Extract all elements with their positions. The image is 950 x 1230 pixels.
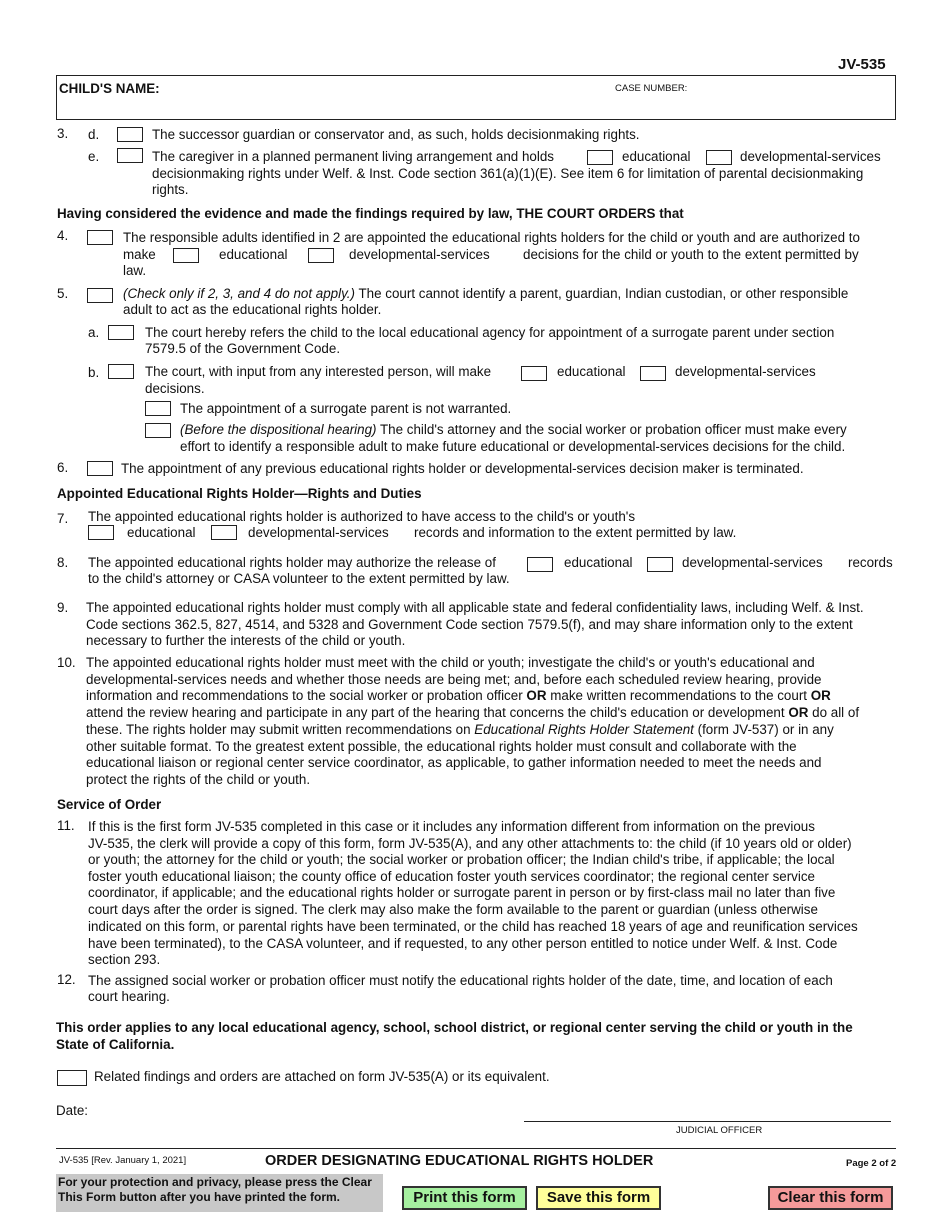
privacy-line: For your protection and privacy, please press the Clear bbox=[58, 1175, 372, 1189]
or-keyword: OR bbox=[810, 688, 831, 703]
page-number: Page 2 of 2 bbox=[846, 1158, 897, 1169]
option-label: educational bbox=[564, 555, 633, 570]
item5b-sub-text: effort to identify a responsible adult to make future educational or developmental-services decisions for the child. bbox=[180, 439, 846, 454]
checkbox-5b-educational[interactable] bbox=[521, 366, 547, 381]
checkbox-3d[interactable] bbox=[117, 127, 143, 142]
item4-text: decisions for the child or youth to the extent permitted by bbox=[523, 247, 859, 262]
checkbox-3e[interactable] bbox=[117, 148, 143, 163]
item-number: 5. bbox=[57, 286, 69, 301]
rights-heading: Appointed Educational Rights Holder—Rights and Duties bbox=[57, 486, 422, 501]
item8-text: to the child's attorney or CASA volunteer to the extent permitted by law. bbox=[88, 571, 510, 586]
item-number: 4. bbox=[57, 228, 69, 243]
item-letter: e. bbox=[88, 149, 100, 164]
service-heading: Service of Order bbox=[57, 797, 162, 812]
item6-text: The appointment of any previous educational rights holder or developmental-services decision maker is terminated. bbox=[121, 461, 804, 476]
item4-text: law. bbox=[123, 263, 147, 278]
item5a-text: 7579.5 of the Government Code. bbox=[145, 341, 341, 356]
court-orders-heading: Having considered the evidence and made the findings required by law, THE COURT ORDERS that bbox=[57, 206, 684, 221]
signature-line bbox=[524, 1121, 891, 1122]
checkbox-6[interactable] bbox=[87, 461, 113, 476]
clear-form-button[interactable]: Clear this form bbox=[768, 1186, 893, 1210]
item10-text bbox=[86, 688, 831, 705]
item10-part: do all of bbox=[812, 705, 860, 720]
checkbox-8-educational[interactable] bbox=[527, 557, 553, 572]
item3d-text: The successor guardian or conservator and, as such, holds decisionmaking rights. bbox=[152, 127, 640, 142]
option-label: developmental-services bbox=[675, 364, 816, 379]
checkbox-5b[interactable] bbox=[108, 364, 134, 379]
item11-text: foster youth educational liaison; the county office of education foster youth services coordinator; the regional center service bbox=[88, 869, 815, 884]
judicial-officer-label: JUDICIAL OFFICER bbox=[676, 1125, 763, 1136]
case-number-label: CASE NUMBER: bbox=[615, 83, 688, 94]
attached-text: Related findings and orders are attached on form JV-535(A) or its equivalent. bbox=[94, 1069, 550, 1084]
item5a-text: The court hereby refers the child to the local educational agency for appointment of a surrogate parent under section bbox=[145, 325, 835, 340]
item5-text bbox=[123, 286, 848, 303]
item9-text: necessary to further the interests of the child or youth. bbox=[86, 633, 406, 648]
item-letter: b. bbox=[88, 365, 100, 380]
item7-text: The appointed educational rights holder is authorized to have access to the child's or youth's bbox=[88, 509, 636, 524]
item10-text: educational liaison or regional center service coordinator, as applicable, to gather information needed to meet the needs and bbox=[86, 755, 822, 770]
item11-text: JV-535, the clerk will provide a copy of this form, form JV-535(A), and any other attachments to: the child (if 10 years old or older) bbox=[88, 836, 852, 851]
checkbox-5a[interactable] bbox=[108, 325, 134, 340]
item5-italic: (Check only if 2, 3, and 4 do not apply.) bbox=[123, 286, 355, 301]
applies-text: This order applies to any local educational agency, school, school district, or regional center serving the child or youth in the bbox=[56, 1020, 853, 1035]
privacy-notice bbox=[56, 1174, 383, 1212]
checkbox-3e-developmental[interactable] bbox=[706, 150, 732, 165]
revision-label: JV-535 [Rev. January 1, 2021] bbox=[59, 1155, 187, 1166]
item9-text: Code sections 362.5, 827, 4514, and 5328 and Government Code section 7579.5(f), and may share information only to the extent bbox=[86, 617, 853, 632]
option-label: developmental-services bbox=[740, 149, 881, 164]
item-number: 12. bbox=[57, 972, 76, 987]
item11-text: coordinator, if applicable; and the educational rights holder or surrogate parent in person or by first-class mail no later than five bbox=[88, 885, 836, 900]
item10-text bbox=[86, 722, 834, 739]
item5b-sub-text: The appointment of a surrogate parent is not warranted. bbox=[180, 401, 512, 416]
item-number: 7. bbox=[57, 511, 69, 526]
item11-text: court days after the order is signed. The clerk may also make the form available to the parent or guardian (unless otherwise bbox=[88, 902, 818, 917]
option-label: educational bbox=[219, 247, 288, 262]
item-number: 10. bbox=[57, 655, 76, 670]
item10-part: attend the review hearing and participate in any part of the hearing that concerns the child's education or development bbox=[86, 705, 785, 720]
applies-text: State of California. bbox=[56, 1037, 175, 1052]
header-box bbox=[56, 75, 896, 120]
checkbox-7-developmental[interactable] bbox=[211, 525, 237, 540]
option-label: developmental-services bbox=[682, 555, 823, 570]
or-keyword: OR bbox=[526, 688, 547, 703]
item10-text: protect the rights of the child or youth. bbox=[86, 772, 311, 787]
item12-text: The assigned social worker or probation officer must notify the educational rights holder of the date, time, and location of each bbox=[88, 973, 833, 988]
item10-text bbox=[86, 705, 859, 722]
checkbox-4-educational[interactable] bbox=[173, 248, 199, 263]
checkbox-8-developmental[interactable] bbox=[647, 557, 673, 572]
checkbox-7-educational[interactable] bbox=[88, 525, 114, 540]
option-label: developmental-services bbox=[349, 247, 490, 262]
checkbox-5[interactable] bbox=[87, 288, 113, 303]
item-letter: a. bbox=[88, 325, 100, 340]
form-title: ORDER DESIGNATING EDUCATIONAL RIGHTS HOLDER bbox=[265, 1153, 654, 1169]
option-label: educational bbox=[622, 149, 691, 164]
item5b-text: The court, with input from any interested person, will make bbox=[145, 364, 492, 379]
item5-text: adult to act as the educational rights holder. bbox=[123, 302, 382, 317]
item11-text: or youth; the attorney for the child or youth; the social worker or probation officer; the Indian child's tribe, if applicable; the local bbox=[88, 852, 835, 867]
footer-rule bbox=[56, 1148, 896, 1149]
item11-text: section 293. bbox=[88, 952, 161, 967]
item11-text: have been terminated), to the CASA volunteer, and if requested, to any other person entitled to notice under Welf. & Inst. Code bbox=[88, 936, 838, 951]
item3e-text: The caregiver in a planned permanent living arrangement and holds bbox=[152, 149, 554, 164]
item5b-sub-rest: The child's attorney and the social worker or probation officer must make every bbox=[380, 422, 847, 437]
item12-text: court hearing. bbox=[88, 989, 170, 1004]
item10-part: (form JV-537) or in any bbox=[697, 722, 834, 737]
checkbox-5b-sub2[interactable] bbox=[145, 423, 171, 438]
checkbox-attached[interactable] bbox=[57, 1070, 87, 1086]
form-id: JV-535 bbox=[838, 56, 886, 73]
option-label: educational bbox=[557, 364, 626, 379]
form-title-italic: Educational Rights Holder Statement bbox=[474, 722, 694, 737]
option-label: developmental-services bbox=[248, 525, 389, 540]
item-number: 8. bbox=[57, 555, 69, 570]
save-form-button[interactable]: Save this form bbox=[536, 1186, 661, 1210]
item4-text: make bbox=[123, 247, 156, 262]
checkbox-4[interactable] bbox=[87, 230, 113, 245]
or-keyword: OR bbox=[788, 705, 809, 720]
item9-text: The appointed educational rights holder must comply with all applicable state and federal confidentiality laws, including Welf. & Inst. bbox=[86, 600, 864, 615]
item10-part: make written recommendations to the court bbox=[550, 688, 808, 703]
checkbox-4-developmental[interactable] bbox=[308, 248, 334, 263]
checkbox-3e-educational[interactable] bbox=[587, 150, 613, 165]
item11-text: If this is the first form JV-535 completed in this case or it includes any information different from information on the previous bbox=[88, 819, 815, 834]
checkbox-5b-sub1[interactable] bbox=[145, 401, 171, 416]
item11-text: indicated on this form, or parental rights have been terminated, or the child has reached 18 years of age and reunification services bbox=[88, 919, 858, 934]
item10-part: these. The rights holder may submit written recommendations on bbox=[86, 722, 471, 737]
item-letter: d. bbox=[88, 127, 100, 142]
item3e-text: decisionmaking rights under Welf. & Inst. Code section 361(a)(1)(E). See item 6 for limitation of parental decisionmaking bbox=[152, 166, 864, 181]
item3e-text: rights. bbox=[152, 182, 189, 197]
item-number: 11. bbox=[57, 818, 75, 833]
item10-text: other suitable format. To the greatest extent possible, the educational rights holder must consult and collaborate with the bbox=[86, 739, 797, 754]
item-number: 9. bbox=[57, 600, 69, 615]
item-number: 3. bbox=[57, 126, 69, 141]
item10-part: information and recommendations to the social worker or probation officer bbox=[86, 688, 523, 703]
print-form-button[interactable]: Print this form bbox=[402, 1186, 527, 1210]
item5b-text: decisions. bbox=[145, 381, 205, 396]
child-name-label: CHILD'S NAME: bbox=[59, 81, 160, 96]
item5b-sub-text bbox=[180, 422, 847, 439]
item7-text: records and information to the extent permitted by law. bbox=[414, 525, 737, 540]
date-label: Date: bbox=[56, 1103, 89, 1118]
item4-text: The responsible adults identified in 2 are appointed the educational rights holders for the child or youth and are authorized to bbox=[123, 230, 860, 245]
item8-text: records bbox=[848, 555, 893, 570]
item-number: 6. bbox=[57, 460, 69, 475]
item10-text: developmental-services needs and whether those needs are being met; and, before each scheduled review hearing, provide bbox=[86, 672, 822, 687]
option-label: educational bbox=[127, 525, 196, 540]
privacy-line: This Form button after you have printed the form. bbox=[58, 1190, 341, 1204]
item5-rest: The court cannot identify a parent, guardian, Indian custodian, or other responsible bbox=[358, 286, 849, 301]
checkbox-5b-developmental[interactable] bbox=[640, 366, 666, 381]
item8-text: The appointed educational rights holder may authorize the release of bbox=[88, 555, 496, 570]
item10-text: The appointed educational rights holder must meet with the child or youth; investigate the child's or youth's educational and bbox=[86, 655, 815, 670]
item5b-sub-italic: (Before the dispositional hearing) bbox=[180, 422, 377, 437]
